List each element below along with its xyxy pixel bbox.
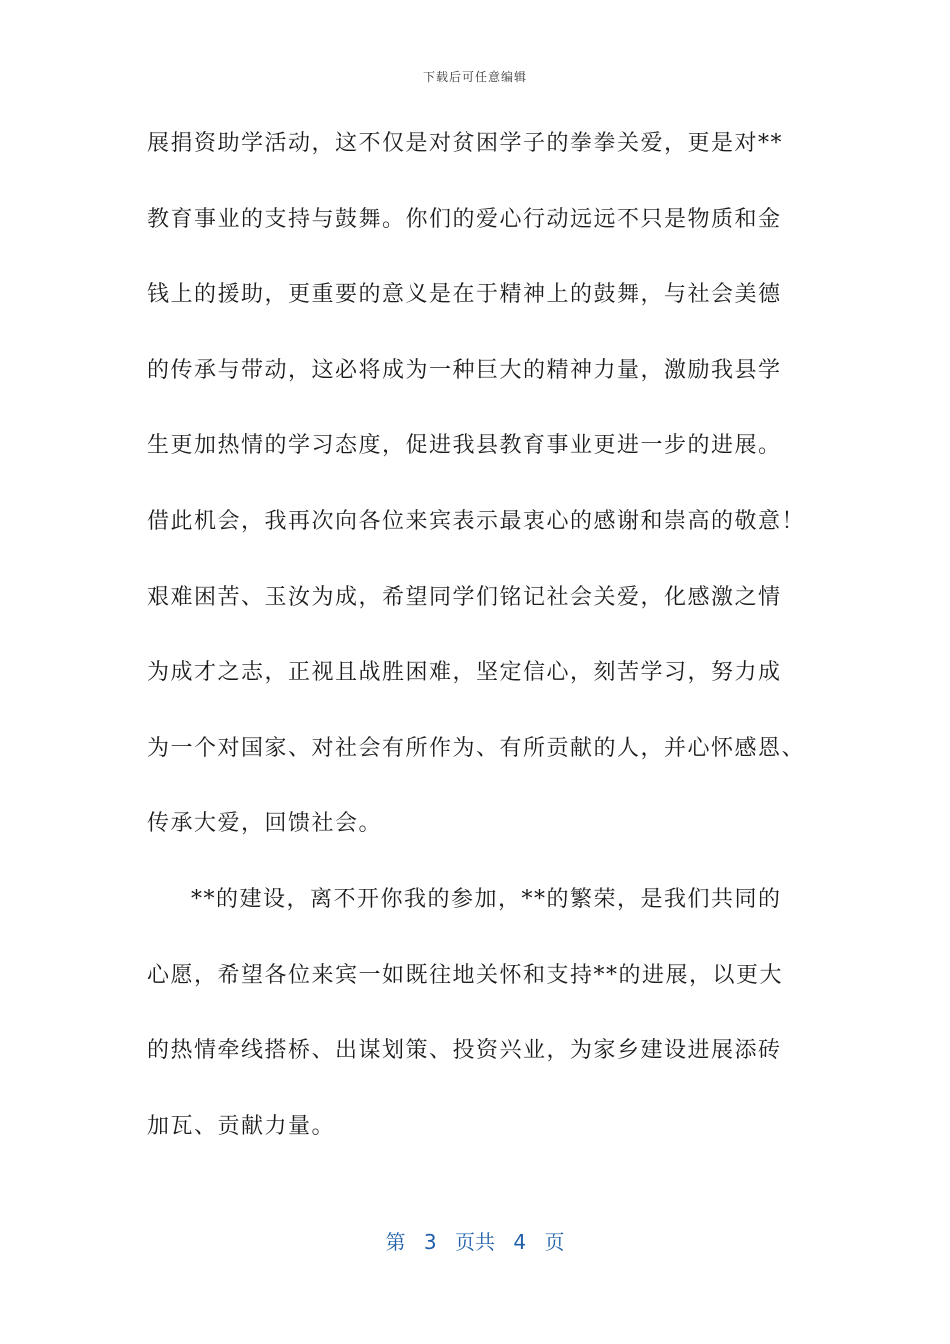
body-line: 钱上的援助，更重要的意义是在于精神上的鼓舞，与社会美德 — [147, 282, 782, 308]
body-line: 为成才之志，正视且战胜困难，坚定信心，刻苦学习，努力成 — [147, 660, 782, 686]
body-line: 生更加热情的学习态度，促进我县教育事业更进一步的进展。 — [147, 433, 782, 459]
body-line: 教育事业的支持与鼓舞。你们的爱心行动远远不只是物质和金 — [147, 206, 782, 232]
body-line: 借此机会，我再次向各位来宾表示最衷心的感谢和崇高的敬意！ — [147, 508, 806, 534]
page-header: 下载后可任意编辑 — [422, 70, 527, 84]
footer-suffix: 页 — [544, 1230, 565, 1254]
body-line: 展捐资助学活动，这不仅是对贫困学子的拳拳关爱，更是对** — [147, 131, 784, 156]
footer-total-pages: 4 — [513, 1230, 527, 1254]
body-line: 的热情牵线搭桥、出谋划策、投资兴业，为家乡建设进展添砖 — [147, 1038, 782, 1064]
document-body — [147, 126, 807, 1184]
footer-prefix: 第 — [385, 1230, 406, 1254]
body-line: 心愿，希望各位来宾一如既往地关怀和支持**的进展，以更大 — [147, 962, 784, 988]
body-line: 加瓦、贡献力量。 — [147, 1113, 336, 1139]
body-line: 传承大爱，回馈社会。 — [147, 811, 383, 837]
body-line: 的传承与带动，这必将成为一种巨大的精神力量，激励我县学 — [147, 357, 782, 383]
footer-current-page: 3 — [423, 1230, 437, 1254]
body-line: 艰难困苦、玉汝为成，希望同学们铭记社会关爱，化感激之情 — [147, 584, 782, 610]
footer-middle: 页共 — [455, 1230, 495, 1254]
body-line: 为一个对国家、对社会有所作为、有所贡献的人，并心怀感恩、 — [147, 735, 806, 761]
page-number-footer — [0, 1226, 950, 1255]
paragraph-start-line: **的建设，离不开你我的参加，**的繁荣，是我们共同的 — [191, 886, 782, 912]
